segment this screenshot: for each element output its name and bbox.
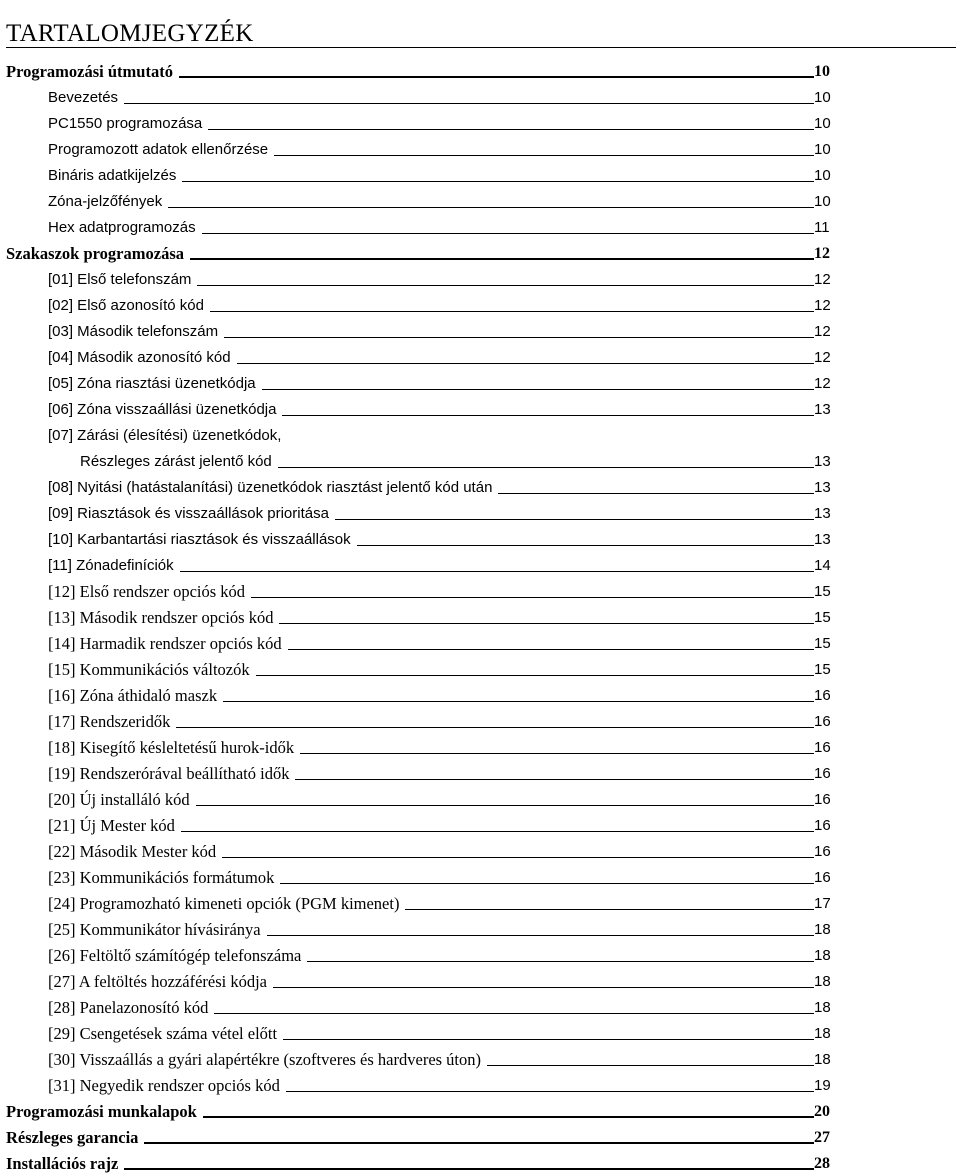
toc-entry-label: PC1550 programozása [48,115,203,132]
toc-page-number: 10 [814,115,831,132]
toc-leader-line [405,909,814,910]
toc-entry[interactable] [0,107,960,133]
toc-entry-label: [27] A feltöltés hozzáférési kódja [48,972,268,991]
toc-entry[interactable] [0,497,960,523]
toc-entry-label: [14] Harmadik rendszer opciós kód [48,634,282,653]
toc-entry[interactable] [0,627,960,653]
toc-page-number: 15 [814,661,831,678]
toc-page-number: 10 [814,167,831,184]
toc-page-number: 16 [814,765,831,782]
toc-entry-label: [02] Első azonosító kód [48,297,204,314]
toc-entry[interactable] [0,133,960,159]
toc-page-number: 17 [814,895,831,912]
toc-page-number: 16 [814,687,831,704]
toc-leader-line [251,597,814,598]
toc-page-number: 14 [814,557,831,574]
toc-page-number: 18 [814,947,831,964]
toc-entry-label: [18] Kisegítő késleltetésű hurok-idők [48,738,295,757]
toc-entry-label: [10] Karbantartási riasztások és visszaállások [48,531,351,548]
toc-leader-line [279,623,814,624]
toc-leader-line [262,389,814,390]
toc-leader-line [256,675,814,676]
toc-entry[interactable] [0,367,960,393]
toc-leader-line [210,311,814,312]
toc-leader-line [283,1039,814,1040]
toc-section-entry[interactable] [0,55,960,81]
toc-page-number: 18 [814,921,831,938]
toc-entry-label: [25] Kommunikátor hívásiránya [48,920,261,939]
toc-entry[interactable] [0,835,960,861]
toc-entry-label: [29] Csengetések száma vétel előtt [48,1024,278,1043]
toc-leader-line [182,181,814,182]
toc-entry-label: [19] Rendszerórával beállítható idők [48,764,290,783]
toc-page-number: 20 [814,1103,830,1120]
toc-section-entry[interactable] [0,1147,960,1173]
toc-entry-label: [03] Második telefonszám [48,323,219,340]
toc-leader-line [295,779,814,780]
page-title: TARTALOMJEGYZÉK [6,19,254,47]
toc-page-number: 10 [814,141,831,158]
toc-leader-line [498,493,814,494]
toc-entry-label: Szakaszok programozása [6,244,184,263]
toc-leader-line [181,831,814,832]
toc-page-number: 13 [814,453,831,470]
toc-leader-line [124,103,814,104]
toc-entry-label: Hex adatprogramozás [48,219,196,236]
toc-page-number: 27 [814,1129,830,1146]
toc-entry[interactable] [0,705,960,731]
toc-entry[interactable] [0,939,960,965]
toc-leader-line [179,76,814,78]
toc-page-number: 16 [814,791,831,808]
toc-entry-label: Részleges zárást jelentő kód [80,453,272,470]
toc-entry[interactable] [0,913,960,939]
toc-page-number: 12 [814,375,831,392]
toc-page-number: 18 [814,1025,831,1042]
toc-page-number: 16 [814,869,831,886]
toc-entry-label: [05] Zóna riasztási üzenetkódja [48,375,256,392]
toc-entry-label: [24] Programozható kimeneti opciók (PGM kimenet) [48,894,400,913]
toc-section-entry[interactable] [0,1121,960,1147]
toc-leader-line [267,935,814,936]
toc-leader-line [202,233,814,234]
toc-entry-label: [21] Új Mester kód [48,816,175,835]
title-rule [6,47,956,48]
toc-section-entry[interactable] [0,1095,960,1121]
toc-entry[interactable] [0,861,960,887]
toc-page-number: 15 [814,635,831,652]
toc-leader-line [237,363,814,364]
toc-leader-line [278,467,814,468]
toc-entry[interactable] [0,679,960,705]
toc-page-number: 12 [814,245,830,262]
toc-entry[interactable] [0,653,960,679]
toc-entry-label: [11] Zónadefiníciók [48,557,174,574]
toc-leader-line [487,1065,814,1066]
toc-entry-label: Installációs rajz [6,1154,119,1173]
toc-page-number: 13 [814,479,831,496]
toc-entry[interactable] [0,471,960,497]
toc-entry[interactable] [0,341,960,367]
toc-entry-label: [15] Kommunikációs változók [48,660,250,679]
toc-entry[interactable] [0,289,960,315]
toc-page-number: 15 [814,583,831,600]
toc-entry-label: [30] Visszaállás a gyári alapértékre (szoftveres és hardveres úton) [48,1050,482,1069]
toc-entry-label: [20] Új installáló kód [48,790,190,809]
toc-entry[interactable] [0,783,960,809]
toc-entry[interactable] [0,757,960,783]
toc-page-number: 11 [814,219,830,236]
toc-entry-label: [07] Zárási (élesítési) üzenetkódok, [48,427,282,444]
toc-leader-line [335,519,814,520]
toc-entry-label: Programozási útmutató [6,62,173,81]
toc-entry-label: [31] Negyedik rendszer opciós kód [48,1076,280,1095]
toc-entry-label: [13] Második rendszer opciós kód [48,608,274,627]
toc-entry[interactable] [0,445,960,471]
toc-page-number: 12 [814,297,831,314]
toc-entry[interactable] [0,393,960,419]
toc-page-number: 28 [814,1155,830,1172]
toc-entry-label: [08] Nyitási (hatástalanítási) üzenetkódok riasztást jelentő kód után [48,479,493,496]
toc-entry[interactable] [0,1069,960,1095]
toc-entry-label: Bináris adatkijelzés [48,167,177,184]
toc-entry[interactable] [0,601,960,627]
toc-entry[interactable] [0,159,960,185]
toc-leader-line [208,129,814,130]
toc-section-entry[interactable] [0,237,960,263]
toc-entry-label: Zóna-jelzőfények [48,193,163,210]
toc-entry[interactable] [0,419,960,445]
toc-entry[interactable] [0,211,960,237]
toc-page-number: 15 [814,609,831,626]
toc-page-number: 16 [814,843,831,860]
toc-entry[interactable] [0,1017,960,1043]
toc-leader-line [223,701,814,702]
toc-leader-line [176,727,814,728]
toc-entry[interactable] [0,523,960,549]
toc-leader-line [222,857,814,858]
toc-entry-label: Programozott adatok ellenőrzése [48,141,269,158]
toc-page-number: 18 [814,999,831,1016]
toc-page-number: 10 [814,63,830,80]
toc-entry-label: Részleges garancia [6,1128,139,1147]
toc-entry[interactable] [0,731,960,757]
toc-page-number: 12 [814,271,831,288]
toc-page-number: 16 [814,817,831,834]
toc-leader-line [273,987,814,988]
toc-leader-line [124,1168,814,1170]
toc-entry[interactable] [0,809,960,835]
toc-page-number: 19 [814,1077,831,1094]
toc-entry-label: Bevezetés [48,89,119,106]
toc-leader-line [300,753,814,754]
toc-entry-label: [06] Zóna visszaállási üzenetkódja [48,401,277,418]
toc-leader-line [180,571,814,572]
toc-entry[interactable] [0,991,960,1017]
toc-page-number: 10 [814,193,831,210]
toc-page-number: 13 [814,531,831,548]
toc-entry[interactable] [0,549,960,575]
toc-entry[interactable] [0,81,960,107]
toc-entry-label: [26] Feltöltő számítógép telefonszáma [48,946,302,965]
toc-leader-line [286,1091,814,1092]
toc-leader-line [144,1142,814,1144]
toc-page-number: 13 [814,401,831,418]
toc-entry[interactable] [0,965,960,991]
toc-entry-label: [12] Első rendszer opciós kód [48,582,246,601]
toc-page-number: 16 [814,713,831,730]
toc-entry-label: [04] Második azonosító kód [48,349,231,366]
toc-leader-line [197,285,814,286]
toc-entry-label: Programozási munkalapok [6,1102,197,1121]
toc-page-number: 18 [814,973,831,990]
toc-leader-line [224,337,814,338]
toc-entry-label: [23] Kommunikációs formátumok [48,868,275,887]
table-of-contents [0,55,960,1173]
toc-entry[interactable] [0,1043,960,1069]
toc-entry-label: [17] Rendszeridők [48,712,171,731]
toc-page-number: 10 [814,89,831,106]
toc-entry[interactable] [0,185,960,211]
toc-page-number: 12 [814,349,831,366]
toc-entry-label: [09] Riasztások és visszaállások prioritása [48,505,329,522]
toc-page-number: 13 [814,505,831,522]
toc-entry[interactable] [0,887,960,913]
toc-leader-line [307,961,814,962]
toc-entry-label: [28] Panelazonosító kód [48,998,209,1017]
toc-leader-line [214,1013,814,1014]
toc-leader-line [274,155,814,156]
toc-leader-line [168,207,814,208]
toc-entry-label: [01] Első telefonszám [48,271,192,288]
toc-leader-line [190,258,814,260]
toc-leader-line [282,415,814,416]
toc-leader-line [203,1116,814,1118]
toc-entry[interactable] [0,263,960,289]
toc-entry-label: [22] Második Mester kód [48,842,217,861]
toc-page-number: 16 [814,739,831,756]
toc-page-number: 12 [814,323,831,340]
toc-leader-line [357,545,814,546]
toc-leader-line [280,883,814,884]
toc-entry-label: [16] Zóna áthidaló maszk [48,686,218,705]
toc-leader-line [196,805,814,806]
toc-leader-line [288,649,814,650]
toc-entry[interactable] [0,575,960,601]
toc-page-number: 18 [814,1051,831,1068]
toc-entry[interactable] [0,315,960,341]
